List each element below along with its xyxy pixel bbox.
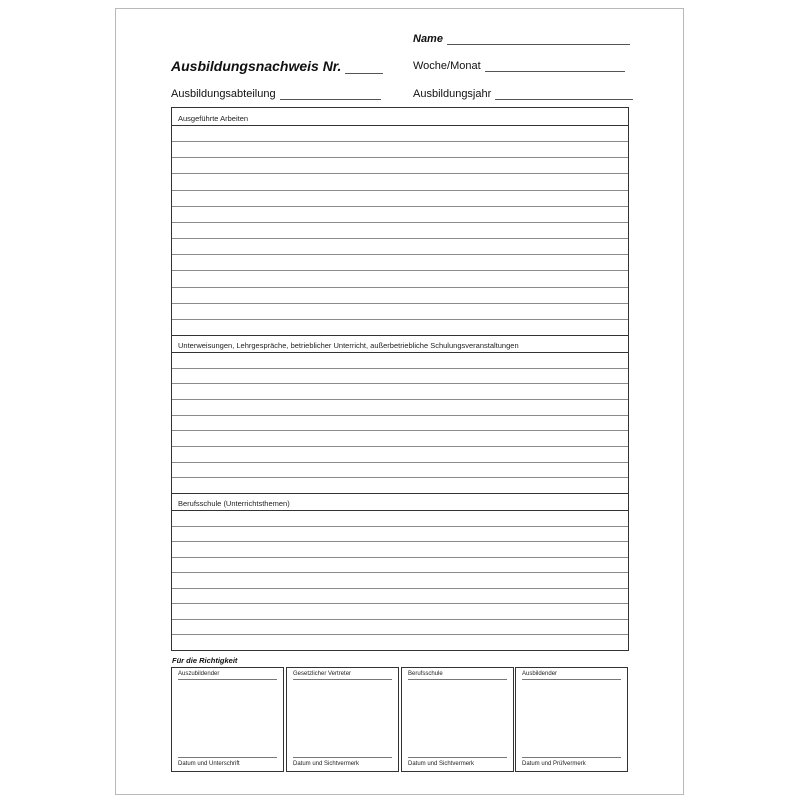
report-number-field[interactable] [171,58,383,74]
name-field[interactable] [413,33,630,45]
signature-caption: Datum und Sichtvermerk [408,761,475,767]
writing-line[interactable] [172,254,628,255]
week-month-field[interactable] [413,60,625,72]
training-year-label: Ausbildungsjahr [413,88,492,100]
writing-line[interactable] [172,303,628,304]
signature-role: Berufsschule [408,671,443,677]
signature-box-vocational-school[interactable] [401,667,514,772]
footer-label: Für die Richtigkeit [172,656,238,665]
writing-line[interactable] [172,415,628,416]
writing-line[interactable] [172,477,628,478]
writing-line[interactable] [172,157,628,158]
writing-line[interactable] [172,270,628,271]
writing-line[interactable] [172,634,628,635]
writing-line[interactable] [172,222,628,223]
writing-line[interactable] [172,238,628,239]
section-work-performed [172,108,628,335]
section-vocational-school [172,493,628,650]
signature-box-trainee[interactable] [171,667,284,772]
signature-caption: Datum und Sichtvermerk [293,761,360,767]
signature-caption: Datum und Unterschrift [178,761,240,767]
writing-line[interactable] [172,368,628,369]
writing-line[interactable] [172,141,628,142]
writing-line[interactable] [172,399,628,400]
section-title: Ausgeführte Arbeiten [178,114,249,123]
week-month-line[interactable] [485,70,625,72]
section-header-rule [172,352,628,353]
writing-line[interactable] [172,383,628,384]
writing-line[interactable] [172,572,628,573]
name-line[interactable] [447,43,630,45]
section-header-rule [172,125,628,126]
section-title: Unterweisungen, Lehrgespräche, betrieblicher Unterricht, außerbetriebliche Schulungsveranstaltungen [178,341,519,350]
writing-line[interactable] [172,190,628,191]
signature-box-legal-guardian[interactable] [286,667,399,772]
writing-line[interactable] [172,619,628,620]
writing-line[interactable] [172,430,628,431]
signature-role: Ausbildender [522,671,558,677]
writing-line[interactable] [172,541,628,542]
section-header-rule [172,510,628,511]
writing-line[interactable] [172,588,628,589]
training-year-field[interactable] [413,88,633,100]
writing-line[interactable] [172,557,628,558]
week-month-label: Woche/Monat [413,60,481,72]
signature-role: Auszubildender [178,671,220,677]
signature-box-trainer[interactable] [515,667,628,772]
writing-line[interactable] [172,603,628,604]
signature-role: Gesetzlicher Vertreter [293,671,352,677]
writing-line[interactable] [172,446,628,447]
department-label: Ausbildungsabteilung [171,88,276,100]
writing-line[interactable] [172,462,628,463]
department-field[interactable] [171,88,381,100]
report-number-line[interactable] [345,72,383,74]
report-box [171,107,629,651]
training-year-line[interactable] [495,98,633,100]
page-title: Ausbildungsnachweis Nr. [171,58,342,74]
name-label: Name [413,33,443,45]
writing-line[interactable] [172,173,628,174]
writing-line[interactable] [172,287,628,288]
writing-line[interactable] [172,319,628,320]
writing-line[interactable] [172,526,628,527]
department-line[interactable] [280,98,381,100]
section-title: Berufsschule (Unterrichtsthemen) [178,499,290,508]
signature-caption: Datum und Prüfvermerk [522,761,586,767]
writing-line[interactable] [172,206,628,207]
section-instruction [172,335,628,493]
